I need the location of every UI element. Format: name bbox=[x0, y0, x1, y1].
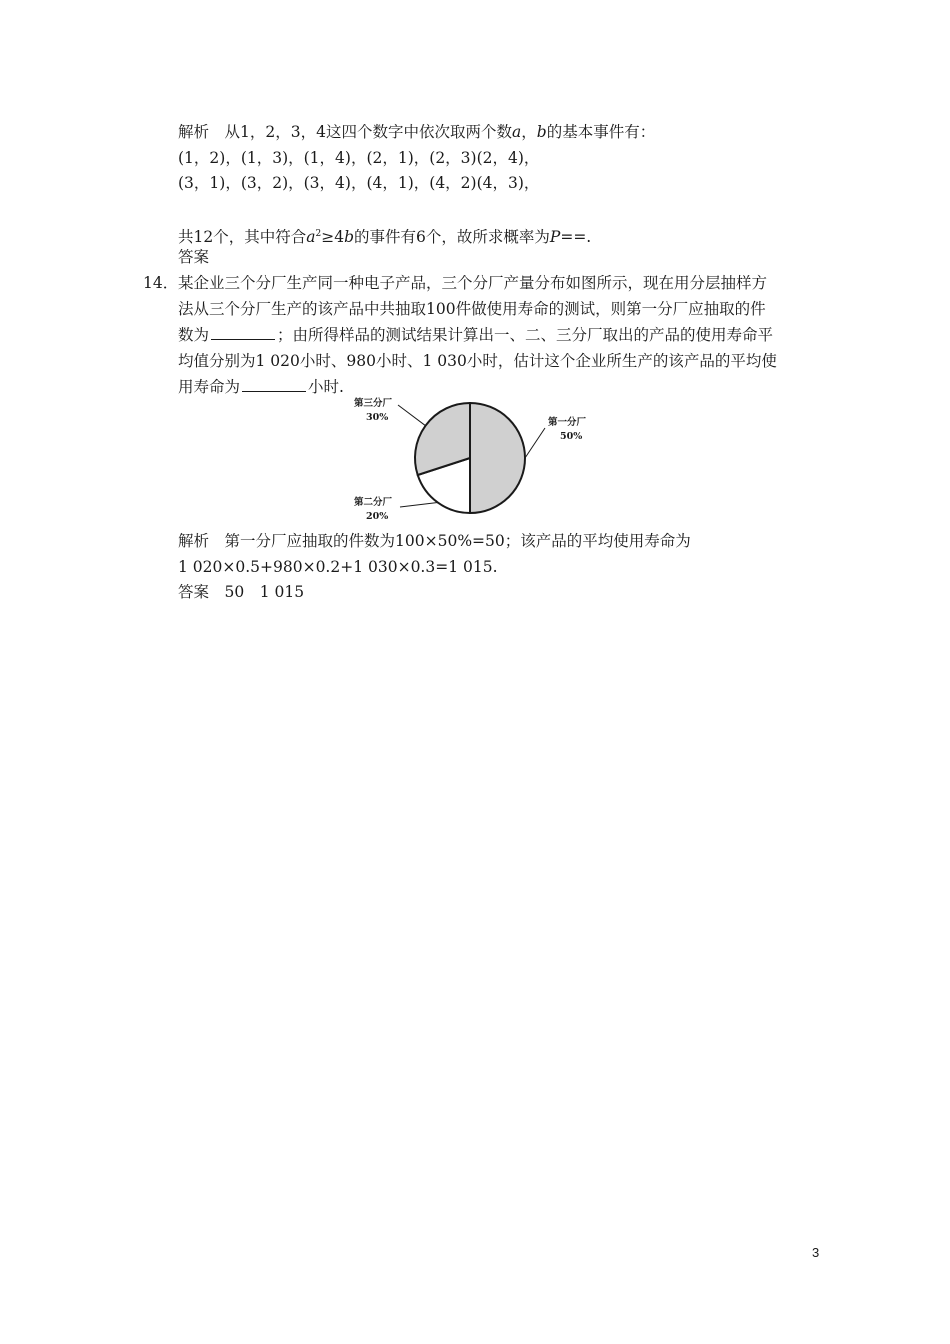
pie-slice-1 bbox=[470, 403, 525, 513]
q13-conclusion-start: 共12个，其中符合 bbox=[178, 228, 307, 246]
pie-leader-line-1 bbox=[525, 428, 545, 458]
q14-line-3 bbox=[178, 324, 773, 346]
q13-conclusion bbox=[178, 223, 591, 248]
page-number: 3 bbox=[812, 1245, 820, 1260]
pie-slice-label-3: 第三分厂 bbox=[354, 398, 393, 409]
cond-var-b: b bbox=[344, 228, 355, 246]
pie-slice-percent-1: 50% bbox=[560, 431, 583, 442]
pie-leader-line-2 bbox=[400, 502, 438, 507]
answer-blank-1 bbox=[211, 325, 275, 340]
q14-line-2: 法从三个分厂生产的该产品中共抽取100件做使用寿命的测试，则第一分厂应抽取的件 bbox=[178, 300, 766, 318]
q14-line-5 bbox=[178, 376, 344, 398]
q13-answer-label: 答案 bbox=[178, 248, 210, 266]
var-p: P bbox=[549, 228, 561, 246]
var-a: a bbox=[511, 123, 522, 141]
q13-conclusion-end: ==. bbox=[560, 228, 592, 246]
cond-exponent: 2 bbox=[315, 229, 322, 239]
pie-slice-label-1: 第一分厂 bbox=[548, 417, 587, 428]
q14-solution-line-2: 1 020×0.5+980×0.2+1 030×0.3=1 015. bbox=[178, 558, 498, 576]
q13-solution-label: 解析 bbox=[178, 123, 210, 141]
var-b: b bbox=[536, 123, 547, 141]
q14-solution-text: 第一分厂应抽取的件数为100×50%=50；该产品的平均使用寿命为 bbox=[224, 532, 691, 550]
q14-number: 14． bbox=[143, 274, 179, 292]
q13-solution-text-end: 的基本事件有： bbox=[546, 123, 656, 141]
q14-line-3-start: 数为 bbox=[178, 326, 210, 344]
q13-solution-line-1 bbox=[178, 121, 655, 143]
q14-answer-value: 50 1 015 bbox=[224, 583, 305, 601]
cond-var-a: a bbox=[306, 228, 316, 246]
q13-events-line-1: (1，2)，(1，3)，(1，4)，(2，1)，(2，3)(2，4)， bbox=[178, 149, 540, 167]
q14-line-3-end: ；由所得样品的测试结果计算出一、二、三分厂取出的产品的使用寿命平 bbox=[277, 326, 774, 344]
q14-line-5-start: 用寿命为 bbox=[178, 378, 241, 396]
answer-blank-2 bbox=[242, 377, 306, 392]
q13-events-line-2: (3，1)，(3，2)，(3，4)，(4，1)，(4，2)(4，3)， bbox=[178, 174, 540, 192]
q14-answer bbox=[178, 581, 304, 603]
q14-solution-label: 解析 bbox=[178, 532, 210, 550]
pie-slices bbox=[415, 403, 525, 513]
q14-line-1: 某企业三个分厂生产同一种电子产品，三个分厂产量分布如图所示，现在用分层抽样方 bbox=[178, 274, 768, 292]
pie-slice-percent-2: 20% bbox=[366, 511, 389, 522]
separator: ， bbox=[521, 123, 537, 141]
pie-leader-line-3 bbox=[398, 405, 426, 426]
q14-line-5-end: 小时. bbox=[308, 378, 344, 396]
cond-relation: ≥4 bbox=[321, 228, 345, 246]
pie-slice-label-2: 第二分厂 bbox=[354, 497, 393, 508]
q13-solution-text: 从1，2，3，4这四个数字中依次取两个数 bbox=[224, 123, 512, 141]
q14-answer-label: 答案 bbox=[178, 583, 210, 601]
q14-solution-line-1 bbox=[178, 530, 691, 552]
pie-slice-percent-3: 30% bbox=[366, 412, 389, 423]
q14-line-4: 均值分别为1 020小时、980小时、1 030小时，估计这个企业所生产的该产品的平均使 bbox=[178, 352, 777, 370]
q13-conclusion-mid: 的事件有6个，故所求概率为 bbox=[354, 228, 550, 246]
factory-output-pie-chart bbox=[330, 390, 640, 530]
